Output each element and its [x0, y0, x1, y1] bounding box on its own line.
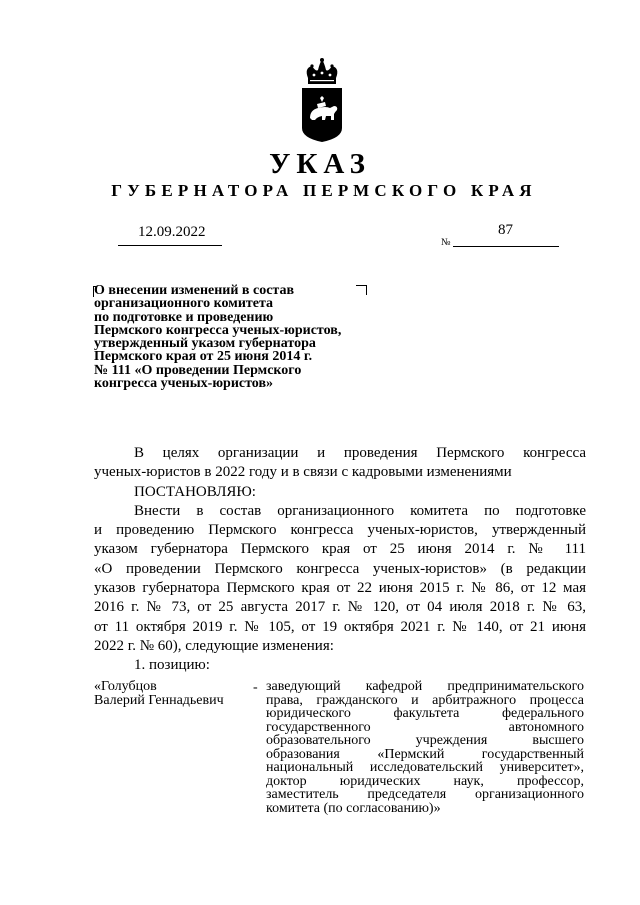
member-name-line: Валерий Геннадьевич	[94, 692, 224, 708]
body-line: «О проведении Пермского конгресса ученых-юристов» (в редакции	[94, 560, 586, 577]
decree-subject	[94, 284, 374, 390]
number-sign: №	[441, 237, 451, 248]
body-line: указом губернатора Пермского края от 25 июня 2014 г. № 111	[94, 541, 586, 558]
subject-line: по подготовке и проведению	[94, 309, 274, 325]
decree-body	[94, 444, 586, 676]
member-name-line: «Голубцов	[94, 679, 157, 694]
body-line: и проведению Пермского конгресса ученых-юристов, утвержденный	[94, 522, 586, 539]
body-line: указов губернатора Пермского края от 22 июня 2015 г. № 86, от 12 мая	[94, 580, 586, 597]
body-line: 2016 г. № 73, от 25 августа 2017 г. № 120, от 04 июля 2018 г. № 63,	[94, 599, 586, 616]
body-line: ученых-юристов в 2022 году и в связи с кадровыми изменениями	[94, 464, 512, 481]
member-desc-line: заместитель председателя организационного	[266, 787, 584, 802]
subject-line: конгресса ученых-юристов»	[94, 376, 274, 392]
member-desc-line: комитета (по согласованию)»	[266, 800, 441, 816]
body-line: от 11 октября 2019 г. № 105, от 19 октября 2021 г. № 140, от 21 июня	[94, 618, 586, 635]
body-line: ПОСТАНОВЛЯЮ:	[134, 483, 256, 500]
member-desc-line: образования «Пермский государственный	[266, 746, 584, 762]
subject-line: Пермского края от 25 июня 2014 г.	[94, 349, 313, 365]
body-line: В целях организации и проведения Пермского конгресса	[134, 445, 586, 461]
member-desc-line: заведующий кафедрой предпринимательского	[266, 679, 584, 694]
subject-line: организационного комитета	[94, 296, 274, 312]
member-desc-line: права, гражданского и арбитражного процесса	[266, 692, 584, 708]
member-desc-line: образовательного учреждения высшего	[266, 733, 584, 748]
subject-line: утвержденный указом губернатора	[94, 336, 316, 352]
member-desc-line: государственного автономного	[266, 719, 584, 735]
number-underline	[453, 246, 559, 247]
date-underline	[118, 245, 222, 246]
body-line: Внести в состав организационного комитета по подготовке	[134, 502, 586, 519]
member-desc-line: юридического факультета федерального	[266, 706, 584, 721]
perm-krai-coat-of-arms-icon	[298, 58, 346, 142]
decree-number: 87	[498, 222, 513, 238]
member-desc-line: доктор юридических наук, профессор,	[266, 773, 584, 789]
body-line: 1. позицию:	[134, 657, 210, 674]
member-description	[266, 680, 584, 815]
member-dash: -	[253, 680, 258, 695]
subject-line: № 111 «О проведении Пермского	[94, 362, 302, 378]
subject-line: О внесении изменений в состав	[94, 283, 295, 298]
member-name	[94, 680, 264, 707]
document-title: УКАЗ	[269, 148, 371, 180]
body-line: 2022 г. № 60), следующие изменения:	[94, 637, 334, 654]
member-desc-line: национальный исследовательский университет»,	[266, 760, 584, 775]
subject-line: Пермского конгресса ученых-юристов,	[94, 322, 342, 338]
decree-date: 12.09.2022	[138, 224, 206, 240]
document-subtitle: ГУБЕРНАТОРА ПЕРМСКОГО КРАЯ	[111, 181, 537, 200]
